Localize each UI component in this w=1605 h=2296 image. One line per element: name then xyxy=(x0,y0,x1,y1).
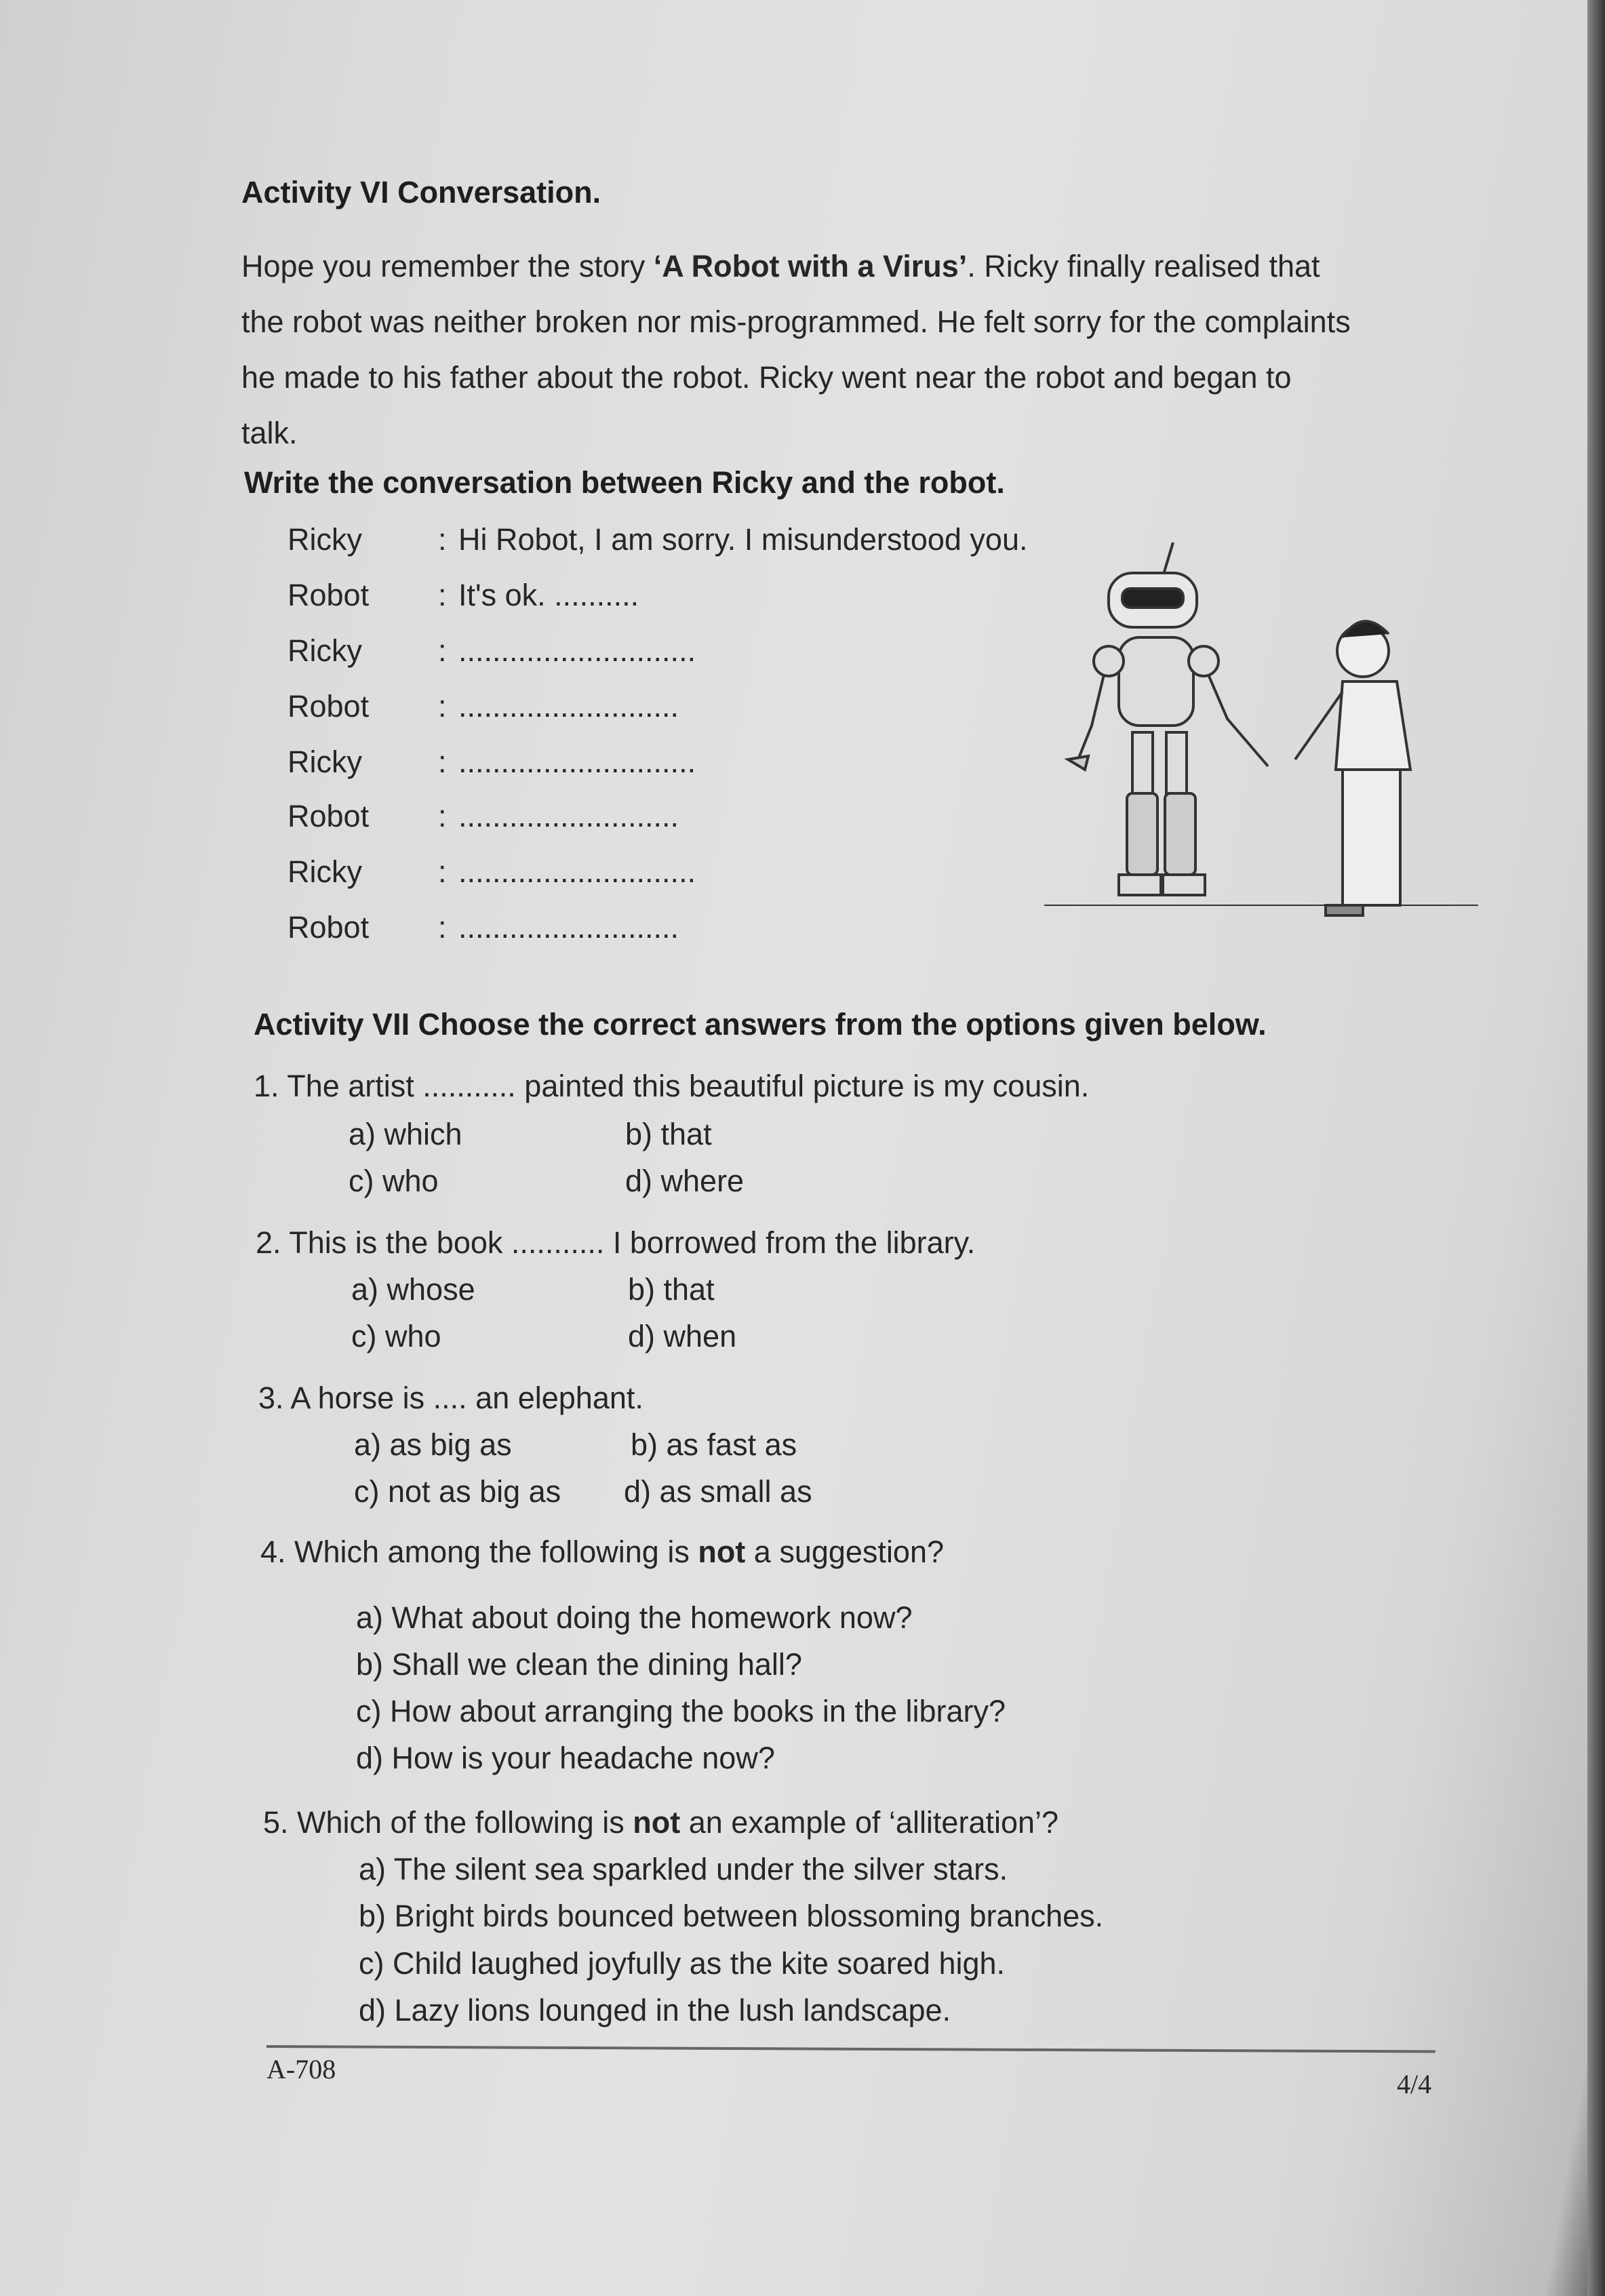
question-text: 4. Which among the following is xyxy=(260,1535,698,1569)
activity-6-title: Activity VI Conversation. xyxy=(241,175,601,210)
question-text: 5. Which of the following is xyxy=(263,1805,633,1840)
dialogue-speaker: Ricky xyxy=(288,633,362,668)
question-1-option-a: a) which xyxy=(349,1117,462,1151)
dialogue-blank: .......................... xyxy=(458,799,679,833)
dialogue-speaker: Robot xyxy=(288,910,370,945)
question-text: 2. This is the book ........... I borrowed from the library. xyxy=(256,1225,976,1260)
question-1-option-d: d) where xyxy=(625,1164,745,1198)
question-5-prompt xyxy=(263,1805,1058,1840)
question-3-prompt xyxy=(258,1381,643,1416)
dialogue-colon: : xyxy=(438,578,447,612)
story-title: ‘A Robot with a Virus’ xyxy=(653,249,968,283)
conversation-instruction: Write the conversation between Ricky and the robot. xyxy=(244,465,1005,500)
dialogue-speaker: Ricky xyxy=(288,522,362,557)
dialogue-speaker: Robot xyxy=(288,578,370,612)
dialogue-colon: : xyxy=(438,522,447,557)
intro-text: Hope you remember the story xyxy=(241,249,654,283)
question-5-option-a: a) The silent sea sparkled under the silver stars. xyxy=(359,1852,1008,1886)
question-4-option-d: d) How is your headache now? xyxy=(356,1741,775,1775)
page-number: 4/4 xyxy=(1397,2069,1432,2099)
dialogue-speaker: Robot xyxy=(288,689,370,724)
question-4-option-b: b) Shall we clean the dining hall? xyxy=(356,1647,802,1682)
question-5-option-c: c) Child laughed joyfully as the kite soared high. xyxy=(359,1946,1006,1981)
dialogue-blank: .......................... xyxy=(458,689,679,724)
question-2-option-d: d) when xyxy=(628,1319,737,1353)
footer-rule xyxy=(266,2045,1435,2053)
dialogue-colon: : xyxy=(438,799,447,833)
dialogue-speaker: Robot xyxy=(288,799,370,833)
question-text: an example of ‘alliteration’? xyxy=(680,1805,1059,1840)
question-1-option-c: c) who xyxy=(349,1164,439,1198)
activity-6-intro xyxy=(241,239,1414,461)
question-5-option-d: d) Lazy lions lounged in the lush landscape. xyxy=(359,1993,951,2027)
paper-code: A-708 xyxy=(266,2054,336,2084)
dialogue-blank: ............................ xyxy=(458,633,696,668)
intro-line-2: the robot was neither broken nor mis-programmed. He felt sorry for the complaints xyxy=(241,304,1351,339)
intro-line-3: he made to his father about the robot. Ricky went near the robot and began to xyxy=(241,360,1292,395)
dialogue-blank: .......................... xyxy=(458,910,679,945)
question-3-option-c: c) not as big as xyxy=(354,1474,561,1509)
activity-7-title: Activity VII Choose the correct answers from the options given below. xyxy=(254,1007,1267,1042)
question-text: 3. A horse is .... an elephant. xyxy=(258,1381,643,1415)
question-2-option-b: b) that xyxy=(628,1272,715,1307)
question-emphasis: not xyxy=(698,1535,746,1569)
question-4-option-a: a) What about doing the homework now? xyxy=(356,1600,913,1635)
dialogue-colon: : xyxy=(438,854,447,889)
dialogue-blank: ............................ xyxy=(458,745,696,779)
dialogue-colon: : xyxy=(438,633,447,668)
question-2-prompt xyxy=(256,1225,975,1261)
question-2-option-a: a) whose xyxy=(351,1272,475,1307)
question-4-prompt xyxy=(260,1535,944,1570)
question-4-option-c: c) How about arranging the books in the library? xyxy=(356,1694,1006,1728)
dialogue-line: It's ok. .......... xyxy=(458,578,639,612)
dialogue-colon: : xyxy=(438,910,447,945)
question-3-option-a: a) as big as xyxy=(354,1427,512,1462)
question-text: 1. The artist ........... painted this beautiful picture is my cousin. xyxy=(254,1069,1090,1103)
intro-text: . Ricky finally realised that xyxy=(967,249,1320,283)
dialogue-speaker: Ricky xyxy=(288,745,362,779)
question-3-option-d: d) as small as xyxy=(624,1474,812,1509)
question-1-prompt xyxy=(254,1069,1089,1104)
question-2-option-c: c) who xyxy=(351,1319,441,1353)
dialogue-colon: : xyxy=(438,745,447,779)
dialogue-speaker: Ricky xyxy=(288,854,362,889)
question-1-option-b: b) that xyxy=(625,1117,712,1151)
dialogue-blank: ............................ xyxy=(458,854,696,889)
page-edge-shadow xyxy=(1587,0,1605,2296)
intro-line-4: talk. xyxy=(241,416,298,450)
question-5-option-b: b) Bright birds bounced between blossoming branches. xyxy=(359,1899,1104,1933)
dialogue-colon: : xyxy=(438,689,447,724)
robot-and-boy-illustration xyxy=(1044,536,1478,983)
question-text: a suggestion? xyxy=(745,1535,945,1569)
intro-line-1 xyxy=(241,239,1414,294)
question-emphasis: not xyxy=(633,1805,681,1840)
question-3-option-b: b) as fast as xyxy=(631,1427,797,1462)
dialogue-line: Hi Robot, I am sorry. I misunderstood you. xyxy=(458,522,1028,557)
